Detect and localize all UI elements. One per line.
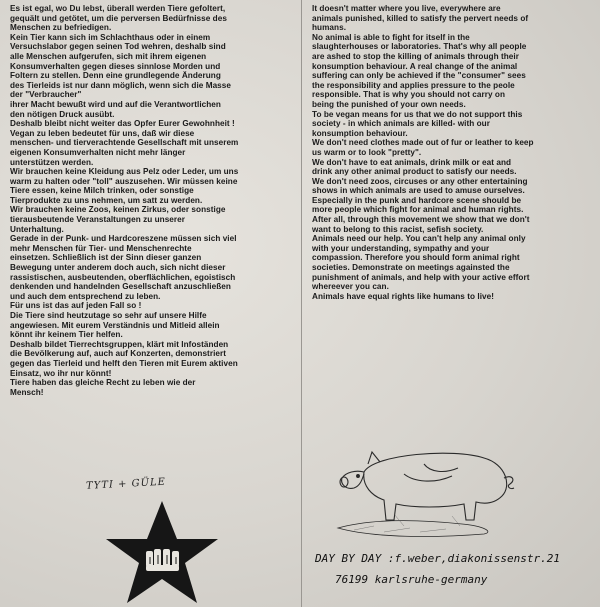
german-text-column: Es ist egal, wo Du lebst, überall werden Tiere gefoltert, gequält und getötet, um die perversen Bedürfnisse des Menschen zu befriedigen. Kein Tier kann sich im Schlachthaus oder in einem Versuchslabor gegen seinen Tod wehren, deshalb sind alle Menschen aufgerufen, sich mit ihrem eigenen Konsumverhalten gegen dieses sinnlose Morden und Foltern zu stellen. Denn eine grundlegende Änderung des Tierleids ist nur dann möglich, wenn sich die Masse der "Verbraucher" ihrer Macht bewußt wird und auf die Verantwortlichen den nötigen Druck ausübt. Deshalb bleibt nicht weiter das Opfer Eurer Gewohnheit ! Vegan zu leben bedeutet für uns, daß wir diese menschen- und tierverachtende Gesellschaft mit unserem eigenen Konsumverhalten nicht mehr länger unterstützen werden. Wir brauchen keine Kleidung aus Pelz oder Leder, um uns warm zu halten oder "toll" auszusehen. Wir müssen keine Tiere essen, keine Milch trinken, oder sonstige Tierprodukte zu uns nehmen, um satt zu werden. Wir brauchen keine Zoos, keinen Zirkus, oder sonstige tierausbeutende Veranstaltungen zu unserer Unterhaltung. Gerade in der Punk- und Hardcoreszene müssen sich viel mehr Menschen für Tier- und Menschenrechte einsetzen. Schließlich ist der Sinn dieser ganzen Bewegung unter anderem doch auch, sich nicht dieser rassistischen, ausbeutenden, oberflächlichen, egoistisch denkenden und handelnden Gesellschaft anzuschließen und auch dem entsprechend zu leben. Für uns ist das auf jeden Fall so ! Die Tiere sind heutzutage so sehr auf unsere Hilfe angewiesen. Mit eurem Verständnis und Mitleid allein könnt ihr keinem Tier helfen. Deshalb bildet Tierrechtsgruppen, klärt mit Infoständen die Bevölkerung auf, auch auf Konzerten, demonstriert gegen das Tierleid und helft den Tieren mit Eurem aktiven Einsatz, wo ihr nur könnt! Tiere haben das gleiche Recht zu leben wie der Mensch!	[10, 4, 239, 397]
english-text-column: It doesn't matter where you live, everywhere are animals punished, killed to satisfy the pervert needs of humans. No animal is able to fight for itself in the slaughterhouses or laboratories. That's why all people are ashed to stop the killing of animals through their konsumption behaviour. A real change of the animal suffering can only be achieved if the "consumer" sees the responsibility and applies pressure to the peole responsible. That is why you should not carry on being the punished of your own needs. To be vegan means for us that we do not support this society - in which animals are killed- with our konsumption behaviour. We don't need clothes made out of fur or leather to keep us warm or to look "pretty". We don't have to eat animals, drink milk or eat and drink any other animal product to satisfy our needs. We don't need zoos, circuses or any other entertaining shows in which animals are used to amuse ourselves. Especially in the punk and hardcore scene should be more people which fight for animal and human rights. After all, through this movement we show that we don't want to belong to this racist, sefish society. Animals need our help. You can't help any animal only with your understanding, sympathy and your compassion. Therefore you should form animal right societies. Demonstrate on meetings againsted the punishment of animals, and help with your active effort whereever you can. Animals have equal rights like humans to live!	[312, 4, 534, 301]
signature-text: TYTI + GÜLE	[85, 476, 167, 492]
star-fist-icon	[96, 499, 228, 607]
address-line-2: 76199 karlsruhe-germany	[335, 573, 488, 586]
contact-address	[315, 548, 595, 590]
address-line-1: DAY BY DAY :f.weber,diakonissenstr.21	[315, 552, 561, 565]
column-divider	[301, 0, 302, 607]
signature	[86, 475, 196, 492]
pig-illustration	[334, 434, 522, 538]
